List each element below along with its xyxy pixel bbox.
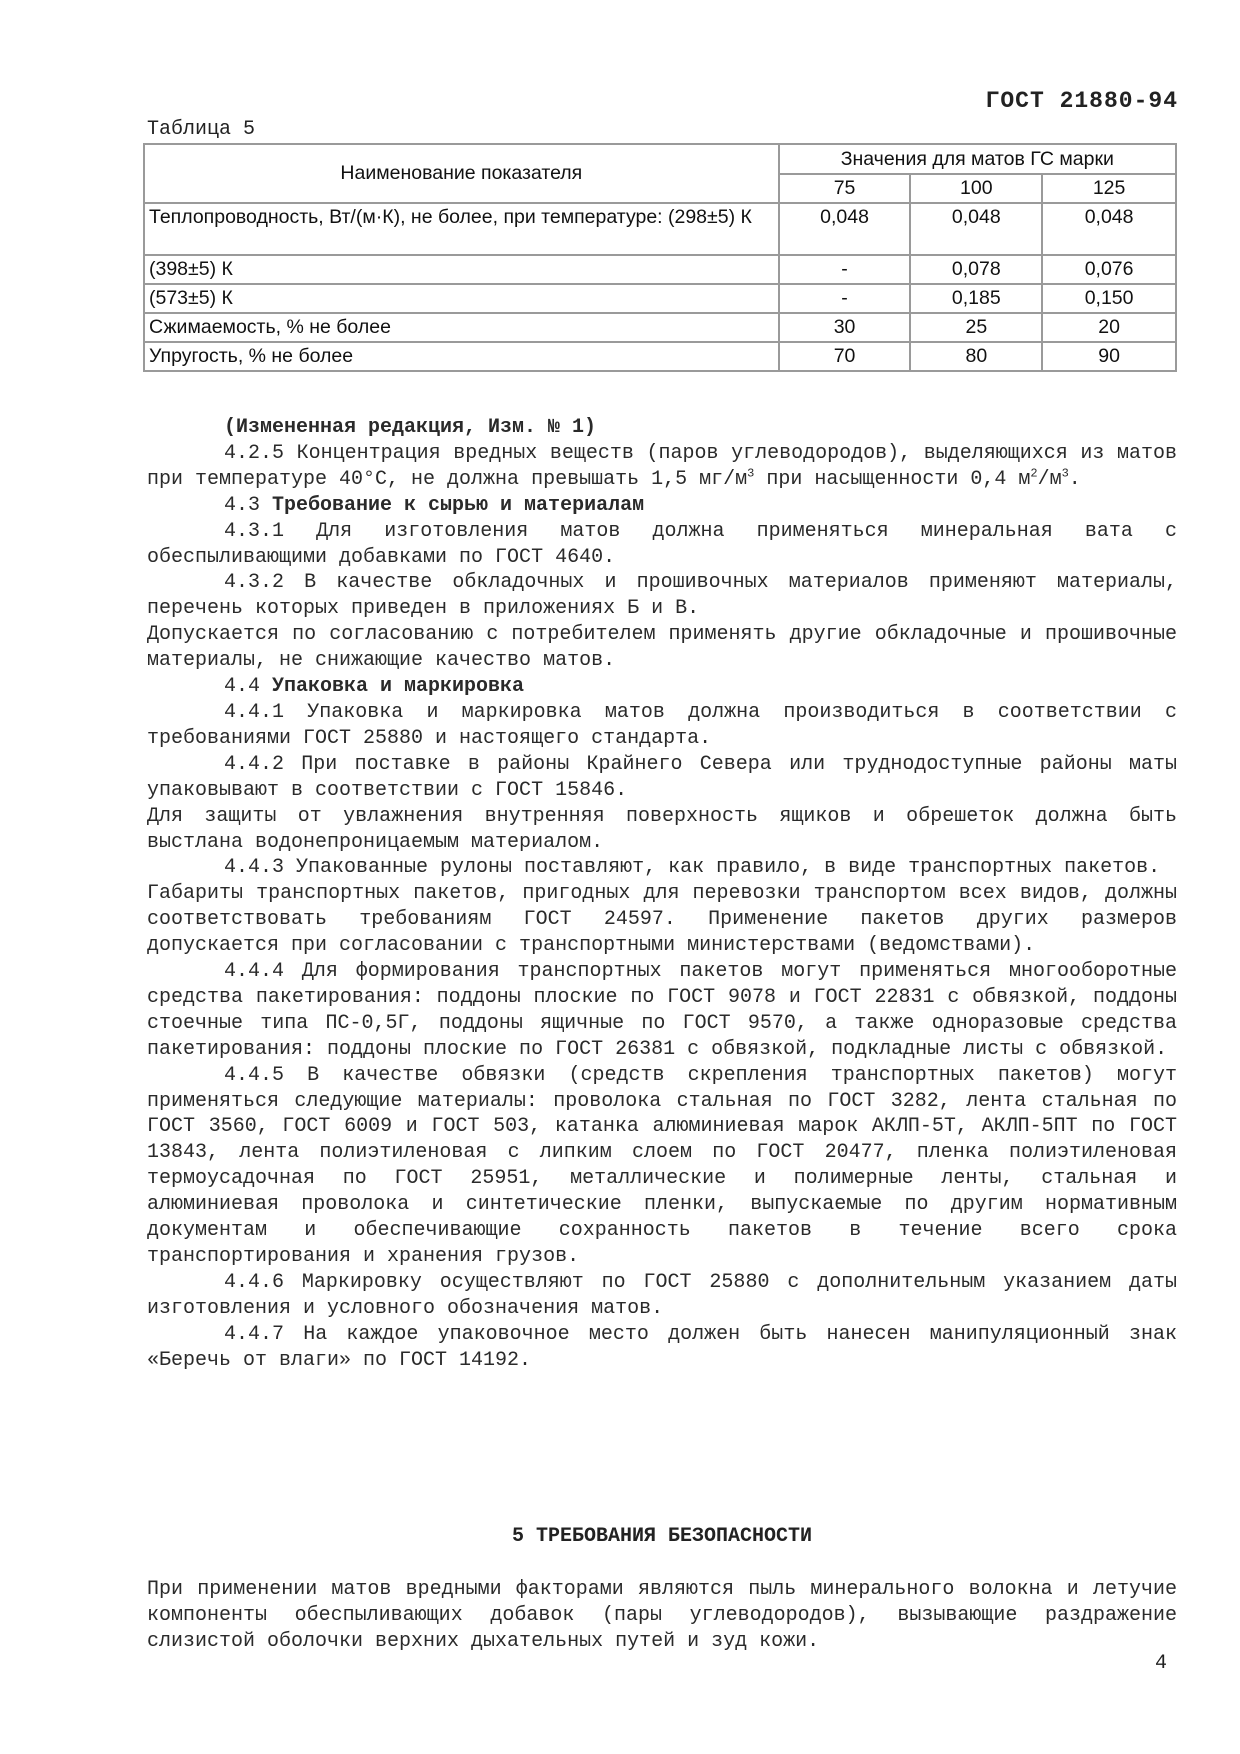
document-code: ГОСТ 21880-94 <box>985 88 1178 114</box>
clause-4-4-7: 4.4.7 На каждое упаковочное место должен быть нанесен манипуляционный знак «Беречь от влаги» по ГОСТ 14192. <box>147 1322 1177 1372</box>
table-header-row <box>144 144 1176 174</box>
table-row <box>144 342 1176 371</box>
header-mark-75: 75 <box>779 174 911 203</box>
cell-value: 90 <box>1042 342 1176 371</box>
row-label: Теплопроводность, Вт/(м·К), не более, при температуре: (298±5) К <box>144 203 779 255</box>
clause-text: . <box>1068 467 1081 491</box>
superscript: 2 <box>1030 466 1038 481</box>
heading-number: 4.4 <box>224 675 273 699</box>
body-text <box>147 415 1177 1374</box>
cell-value: 20 <box>1042 313 1176 342</box>
heading-4-3 <box>147 493 1177 519</box>
cell-value: 0,048 <box>779 203 911 255</box>
table-caption: Таблица 5 <box>147 118 256 141</box>
cell-value: 0,185 <box>910 284 1042 313</box>
header-mark-125: 125 <box>1042 174 1176 203</box>
clause-4-2-5 <box>147 441 1177 493</box>
cell-value: 25 <box>910 313 1042 342</box>
table-row <box>144 255 1176 284</box>
row-label: (398±5) К <box>144 255 779 284</box>
cell-value: 0,078 <box>910 255 1042 284</box>
superscript: 3 <box>747 466 755 481</box>
cell-value: 80 <box>910 342 1042 371</box>
heading-4-4 <box>147 674 1177 700</box>
clause-text: /м <box>1037 467 1062 491</box>
properties-table <box>143 143 1177 372</box>
cell-value: 0,048 <box>1042 203 1176 255</box>
clause-4-4-1: 4.4.1 Упаковка и маркировка матов должна производиться в соответствии с требованиями ГОСТ 25880 и настоящего стандарта. <box>147 700 1177 750</box>
superscript: 3 <box>1061 466 1069 481</box>
header-mark-100: 100 <box>910 174 1042 203</box>
cell-value: 70 <box>779 342 911 371</box>
page-number: 4 <box>1155 1652 1168 1675</box>
heading-title: Упаковка и маркировка <box>272 675 525 699</box>
heading-title: Требование к сырью и материалам <box>272 493 645 517</box>
clause-4-3-2-cont: Допускается по согласованию с потребителем применять другие обкладочные и прошивочные материалы, не снижающие качество матов. <box>147 623 1177 673</box>
clause-text: 4.2.5 Концентрация вредных веществ (паров углеводородов), выделяющихся из матов при температуре 40°С, не должна превышать 1,5 мг/м <box>147 441 1177 491</box>
row-label: Сжимаемость, % не более <box>144 313 779 342</box>
cell-value: 0,048 <box>910 203 1042 255</box>
clause-4-4-5: 4.4.5 В качестве обвязки (средств скрепления транспортных пакетов) могут применяться следующие материалы: проволока стальная по ГОСТ 3282, лента стальная по ГОСТ 3560, ГОСТ 6009 и ГОСТ 503, катанка алюминиевая марок АКЛП-5Т, АКЛП-5ПТ по ГОСТ 13843, лента полиэтиленовая с липким слоем по ГОСТ 20477, пленка полиэтиленовая термоусадочная по ГОСТ 25951, металлические и полимерные ленты, стальная и алюминиевая проволока и синтетические пленки, выпускаемые по другим нормативным документам и обеспечивающие сохранность пакетов в течение всего срока транспортирования и хранения грузов. <box>147 1063 1177 1268</box>
header-indicator-name: Наименование показателя <box>144 144 779 203</box>
clause-4-4-2: 4.4.2 При поставке в районы Крайнего Севера или труднодоступные районы маты упаковывают в соответствии с ГОСТ 15846. <box>147 752 1177 802</box>
cell-value: 30 <box>779 313 911 342</box>
section-5-text <box>147 1577 1177 1655</box>
clause-4-3-1: 4.3.1 Для изготовления матов должна применяться минеральная вата с обеспыливающими добавками по ГОСТ 4640. <box>147 519 1177 569</box>
clause-text: при насыщенности 0,4 м <box>754 467 1031 491</box>
row-label: (573±5) К <box>144 284 779 313</box>
table-row <box>144 203 1176 255</box>
cell-value: 0,076 <box>1042 255 1176 284</box>
clause-4-3-2: 4.3.2 В качестве обкладочных и прошивочных материалов применяют материалы, перечень которых приведен в приложениях Б и В. <box>147 571 1177 621</box>
clause-4-4-4: 4.4.4 Для формирования транспортных пакетов могут применяться многооборотные средства пакетирования: поддоны плоские по ГОСТ 9078 и ГОСТ 22831 с обвязкой, поддоны стоечные типа ПС-0,5Г, поддоны ящичные по ГОСТ 9570, а также одноразовые средства пакетирования: поддоны плоские по ГОСТ 26381 с обвязкой, подкладные листы с обвязкой. <box>147 960 1177 1061</box>
amendment-note: (Измененная редакция, Изм. № 1) <box>224 416 597 439</box>
cell-value: - <box>779 284 911 313</box>
clause-4-4-3: 4.4.3 Упакованные рулоны поставляют, как правило, в виде транспортных пакетов. <box>224 856 1161 880</box>
table-row <box>144 313 1176 342</box>
table-row <box>144 284 1176 313</box>
clause-4-4-6: 4.4.6 Маркировку осуществляют по ГОСТ 25880 с дополнительным указанием даты изготовления и условного обозначения матов. <box>147 1270 1177 1320</box>
section-5-title: 5 ТРЕБОВАНИЯ БЕЗОПАСНОСТИ <box>511 1525 813 1548</box>
clause-4-4-3-cont: Габариты транспортных пакетов, пригодных для перевозки транспортом всех видов, должны соответствовать требованиям ГОСТ 24597. Применение пакетов других размеров допускается при согласовании с транспортными министерствами (ведомствами). <box>147 882 1177 958</box>
cell-value: 0,150 <box>1042 284 1176 313</box>
cell-value: - <box>779 255 911 284</box>
heading-number: 4.3 <box>224 493 273 517</box>
header-values-group: Значения для матов ГС марки <box>779 144 1176 174</box>
section-5-paragraph: При применении матов вредными факторами являются пыль минерального волокна и летучие компоненты обеспыливающих добавок (пары углеводородов), вызывающие раздражение слизистой оболочки верхних дыхательных путей и зуд кожи. <box>147 1578 1177 1653</box>
clause-4-4-2-cont: Для защиты от увлажнения внутренняя поверхность ящиков и обрешеток должна быть выстлана водонепроницаемым материалом. <box>147 804 1177 854</box>
row-label: Упругость, % не более <box>144 342 779 371</box>
